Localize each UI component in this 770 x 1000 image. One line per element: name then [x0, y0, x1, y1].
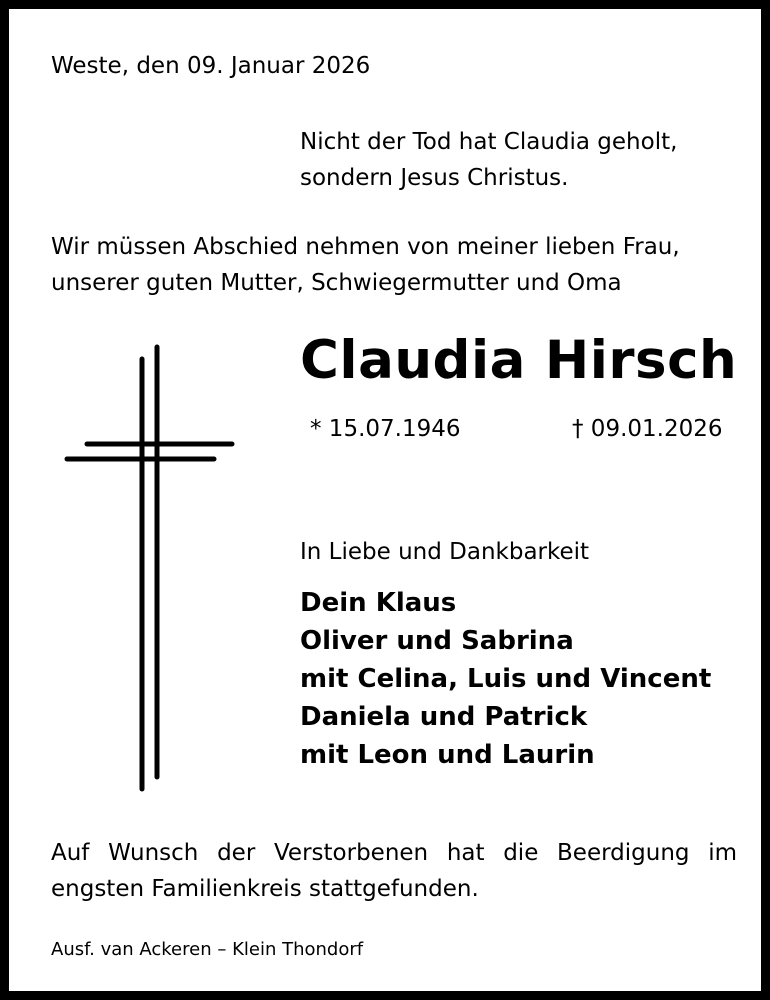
undertaker-credit: Ausf. van Ackeren – Klein Thondorf — [51, 939, 364, 960]
intro-line: unserer guten Mutter, Schwiegermutter und Oma — [51, 270, 622, 296]
quote-line: Nicht der Tod hat Claudia geholt, — [300, 129, 678, 155]
date-line: Weste, den 09. Januar 2026 — [51, 53, 371, 79]
birth-date: * 15.07.1946 — [310, 416, 461, 442]
mourner-line: Daniela und Patrick — [300, 702, 588, 732]
mourners-list — [300, 584, 711, 774]
mourner-line: Oliver und Sabrina — [300, 626, 574, 656]
farewell-intro — [51, 229, 680, 301]
intro-line: Wir müssen Abschied nehmen von meiner lieben Frau, — [51, 234, 680, 260]
mourner-line: mit Leon und Laurin — [300, 740, 595, 770]
mourners-intro: In Liebe und Dankbarkeit — [300, 539, 590, 565]
mourner-line: mit Celina, Luis und Vincent — [300, 664, 712, 694]
quote-line: sondern Jesus Christus. — [300, 165, 569, 191]
death-date: † 09.01.2026 — [572, 416, 723, 442]
mourner-line: Dein Klaus — [300, 588, 457, 618]
cross-icon — [59, 339, 249, 799]
bible-quote — [300, 124, 677, 196]
funeral-notice: Auf Wunsch der Verstorbenen hat die Beerdigung im engsten Familienkreis stattgefunden. — [51, 840, 737, 902]
deceased-name: Claudia Hirsch — [300, 330, 738, 391]
